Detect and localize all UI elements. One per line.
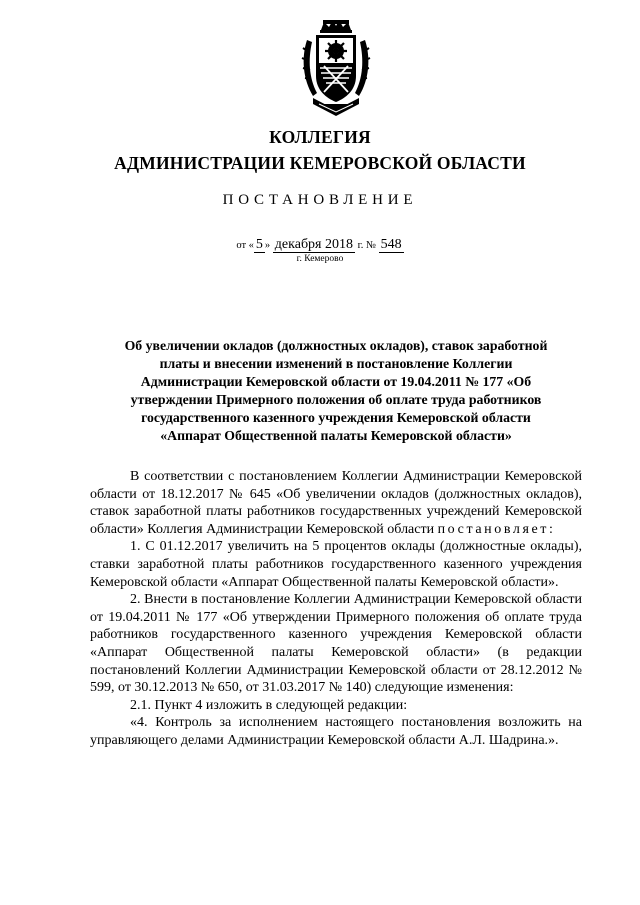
document-type: ПОСТАНОВЛЕНИЕ <box>222 192 418 208</box>
title-line: утверждении Примерного положения об оплате труда работников <box>130 392 542 407</box>
resolves-word: постановляет: <box>437 521 556 537</box>
title-line: Об увеличении окладов (должностных окладов), ставок заработной <box>124 338 548 353</box>
date-mid: » <box>264 240 273 251</box>
date-line <box>0 237 640 253</box>
paragraph-1: 1. С 01.12.2017 увеличить на 5 процентов оклады (должностные оклады), ставки заработной платы работников государственного казенного учреждения Кемеровской области «Аппарат Общественной палаты Кемеровской области». <box>90 539 582 590</box>
paragraph-2-1: 2.1. Пункт 4 изложить в следующей редакции: <box>130 697 408 713</box>
paragraph-2: 2. Внести в постановление Коллегии Администрации Кемеровской области от 19.04.2011 № 177 «Об утверждении Примерного положения об оплате труда работников государственного казенного учреждения Кемеровской области «Аппарат Общественной палаты Кемеровской области» (в редакции постановлений Коллегии Администрации Кемеровской области от 28.12.2012 № 599, от 30.12.2013 № 650, от 31.03.2017 № 140) следующие изменения: <box>90 592 582 696</box>
title-line: платы и внесении изменений в постановление Коллегии <box>159 356 513 371</box>
paragraph-quote: «4. Контроль за исполнением настоящего постановления возложить на управляющего делами Администрации Кемеровской области А.Л. Шадрина.». <box>90 715 582 748</box>
date-month-year: декабря 2018 <box>274 237 353 252</box>
date-suffix: г. № <box>355 240 377 251</box>
document-number: 548 <box>380 237 402 252</box>
org-title-line1: КОЛЛЕГИЯ <box>269 127 371 147</box>
intro-paragraph <box>90 468 582 538</box>
city-label: г. Кемерово <box>296 254 344 264</box>
kemerovo-coat-of-arms-icon <box>299 18 373 118</box>
org-title-line2: АДМИНИСТРАЦИИ КЕМЕРОВСКОЙ ОБЛАСТИ <box>114 153 526 173</box>
title-line: государственного казенного учреждения Кемеровской области <box>141 410 531 425</box>
document-body <box>90 468 582 750</box>
date-day: 5 <box>255 237 263 252</box>
date-prefix: от « <box>236 240 254 251</box>
title-line: «Аппарат Общественной палаты Кемеровской области» <box>160 428 512 443</box>
resolution-title <box>100 337 572 445</box>
intro-text: В соответствии с постановлением Коллегии Администрации Кемеровской области от 18.12.2017 № 645 «Об увеличении окладов (должностных окладов), ставок заработной платы работников государственных учреждений Кемеровской области» Коллегия Администрации Кемеровской области <box>90 469 582 537</box>
title-line: Администрации Кемеровской области от 19.04.2011 № 177 «Об <box>140 374 532 389</box>
